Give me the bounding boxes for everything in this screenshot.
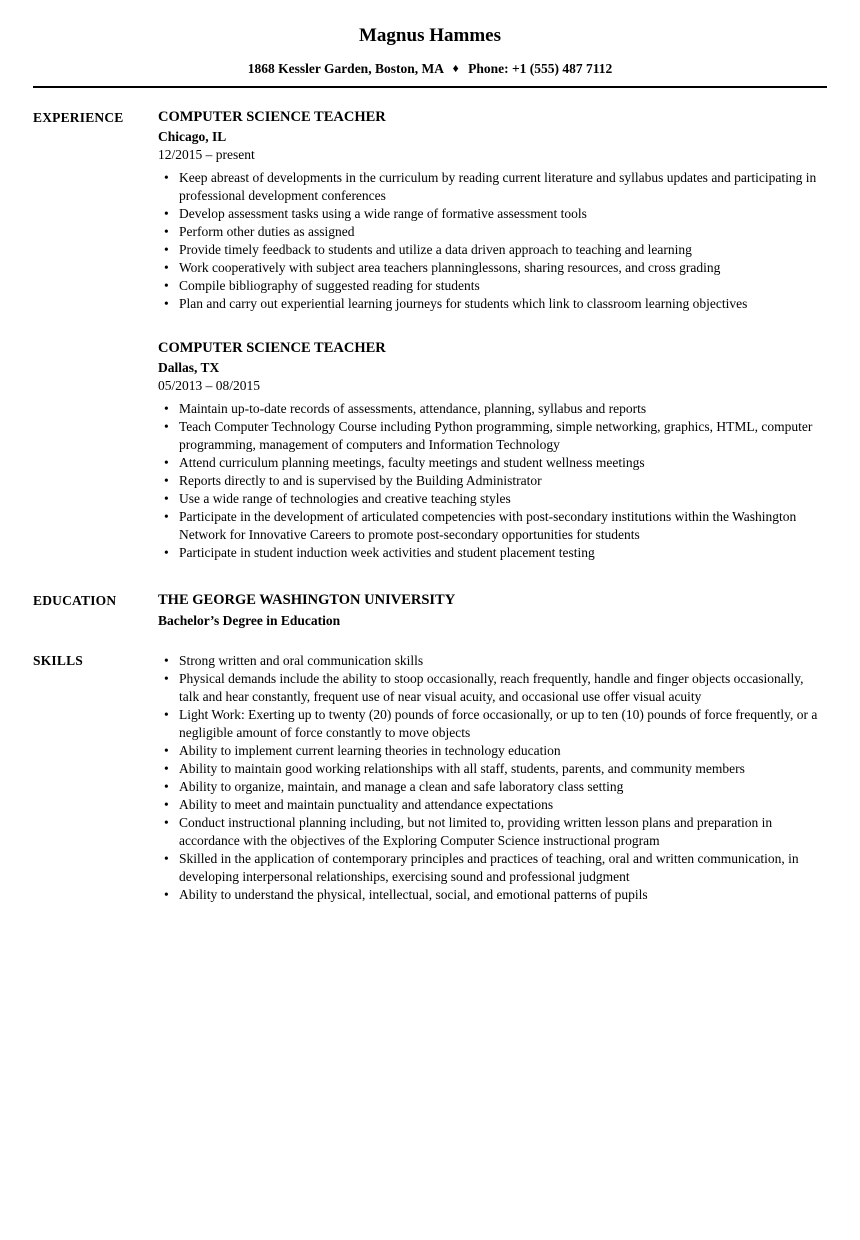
bullet-item: • Attend curriculum planning meetings, faculty meetings and student wellness meetings [158,454,827,472]
diamond-separator-icon: ♦ [452,61,459,75]
bullet-item: • Develop assessment tasks using a wide range of formative assessment tools [158,205,827,223]
section-experience [33,108,827,562]
job-bullet-list [158,400,827,562]
bullet-item: • Provide timely feedback to students and utilize a data driven approach to teaching and learning [158,241,827,259]
job-dates: 05/2013 – 08/2015 [158,378,261,393]
job-location: Chicago, IL [158,129,227,144]
bullet-item: • Ability to understand the physical, intellectual, social, and emotional patterns of pupils [158,886,827,904]
education-content [158,591,827,630]
address-text: 1868 Kessler Garden, Boston, MA [247,61,444,76]
bullet-item: • Light Work: Exerting up to twenty (20) pounds of force occasionally, or up to ten (10) pounds of force frequently, or a negligible amount of force constantly to move objects [158,706,827,742]
bullet-item: • Participate in the development of articulated competencies with post-secondary institutions within the Washington Network for Innovative Careers to promote post-secondary opportunities for students [158,508,827,544]
skills-content [158,651,827,904]
bullet-item: • Skilled in the application of contemporary principles and practices of teaching, oral and written communication, in developing interpersonal relationships, exercising sound and professional judgment [158,850,827,886]
section-label-experience: EXPERIENCE [33,110,124,125]
bullet-item: • Teach Computer Technology Course including Python programming, simple networking, graphics, HTML, computer programming, management of computers and Information Technology [158,418,827,454]
job-dates: 12/2015 – present [158,147,255,162]
contact-line [33,60,827,77]
phone-text: Phone: +1 (555) 487 7112 [468,61,613,76]
section-label-education: EDUCATION [33,593,117,608]
bullet-item: • Physical demands include the ability to stoop occasionally, reach frequently, handle and finger objects occasionally, talk and hear constantly, frequent use of near visual acuity, and occasional use offer visual acuity [158,670,827,706]
section-label-skills: SKILLS [33,653,83,668]
degree-name: Bachelor’s Degree in Education [158,613,341,628]
school-name: THE GEORGE WASHINGTON UNIVERSITY [158,592,456,608]
bullet-item: • Perform other duties as assigned [158,223,827,241]
bullet-item: • Participate in student induction week activities and student placement testing [158,544,827,562]
bullet-item: • Work cooperatively with subject area teachers planninglessons, sharing resources, and cross grading [158,259,827,277]
job-location: Dallas, TX [158,360,220,375]
experience-content [158,108,827,562]
bullet-item: • Ability to meet and maintain punctuality and attendance expectations [158,796,827,814]
header-divider [33,86,827,88]
bullet-item: • Plan and carry out experiential learning journeys for students which link to classroom learning objectives [158,295,827,313]
bullet-item: • Reports directly to and is supervised by the Building Administrator [158,472,827,490]
job-title: COMPUTER SCIENCE TEACHER [158,340,386,356]
section-skills [33,651,827,904]
resume-header [33,25,827,88]
bullet-item: • Keep abreast of developments in the curriculum by reading current literature and syllabus updates and participating in professional development conferences [158,169,827,205]
job-bullet-list [158,169,827,313]
bullet-item: • Compile bibliography of suggested reading for students [158,277,827,295]
bullet-item: • Conduct instructional planning including, but not limited to, providing written lesson plans and preparation in accordance with the objectives of the Exploring Computer Science instructional program [158,814,827,850]
bullet-item: • Ability to implement current learning theories in technology education [158,742,827,760]
job-entry-chicago [158,108,827,313]
person-name: Magnus Hammes [359,25,501,46]
job-title: COMPUTER SCIENCE TEACHER [158,109,386,125]
bullet-item: • Ability to organize, maintain, and manage a clean and safe laboratory class setting [158,778,827,796]
job-entry-dallas [158,339,827,562]
bullet-item: • Maintain up-to-date records of assessments, attendance, planning, syllabus and reports [158,400,827,418]
section-education [33,591,827,630]
skills-bullet-list [158,652,827,904]
bullet-item: • Ability to maintain good working relationships with all staff, students, parents, and community members [158,760,827,778]
bullet-item: • Strong written and oral communication skills [158,652,827,670]
bullet-item: • Use a wide range of technologies and creative teaching styles [158,490,827,508]
